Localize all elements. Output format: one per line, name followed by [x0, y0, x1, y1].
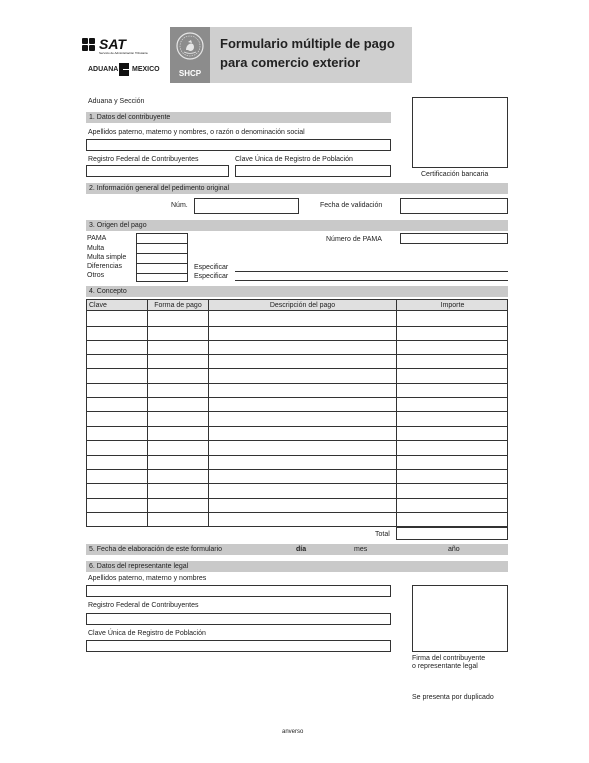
origen-option-otros: Otros [87, 272, 105, 279]
certificacion-bancaria-label: Certificación bancaria [421, 171, 489, 178]
fecha-dia-label[interactable]: día [296, 546, 307, 553]
origen-checkbox-otros[interactable] [136, 273, 188, 282]
mexico-seal-icon [175, 31, 205, 61]
column-header-forma-pago: Forma de pago [154, 302, 202, 309]
representante-curp-label: Clave Única de Registro de Población [88, 630, 206, 637]
form-title-line1: Formulario múltiple de pago [220, 36, 395, 51]
aduana-logo-left: ADUANA [88, 66, 119, 73]
section-3-header: 3. Origen del pago [86, 220, 508, 231]
table-row[interactable] [86, 426, 508, 427]
table-col-divider [147, 299, 148, 527]
contribuyente-nombre-field[interactable] [86, 139, 391, 151]
pedimento-num-field[interactable] [194, 198, 299, 214]
duplicado-note: Se presenta por duplicado [412, 694, 494, 701]
sat-logo [82, 37, 162, 57]
firma-label-line1: Firma del contribuyente [412, 655, 486, 662]
pedimento-num-label: Núm. [171, 202, 188, 209]
table-row[interactable] [86, 455, 508, 456]
anverso-label: anverso [282, 729, 304, 735]
total-label: Total [375, 531, 390, 538]
especificar-label-1: Especificar [194, 264, 229, 271]
origen-option-multa-simple: Multa simple [87, 254, 127, 261]
form-title-line2: para comercio exterior [220, 55, 361, 70]
contribuyente-curp-label: Clave Única de Registro de Población [235, 156, 353, 163]
firma-box[interactable] [412, 585, 508, 652]
aduana-logo-right: MEXICO [132, 66, 160, 73]
numero-pama-label: Número de PAMA [326, 236, 382, 243]
header-banner [170, 27, 412, 83]
table-row[interactable] [86, 340, 508, 341]
fecha-anio-label[interactable]: año [448, 546, 460, 553]
total-field[interactable] [396, 527, 508, 540]
representante-rfc-label: Registro Federal de Contribuyentes [88, 602, 199, 609]
representante-nombre-field[interactable] [86, 585, 391, 597]
aduana-seccion-label: Aduana y Sección [88, 98, 145, 105]
sat-logo-mark [82, 38, 96, 52]
table-row[interactable] [86, 411, 508, 412]
table-row[interactable] [86, 483, 508, 484]
column-header-descripcion: Descripción del pago [269, 302, 336, 309]
table-col-divider [396, 299, 397, 539]
origen-option-multa: Multa [87, 245, 105, 252]
table-row[interactable] [86, 498, 508, 499]
fecha-validacion-field[interactable] [400, 198, 508, 214]
fecha-validacion-label: Fecha de validación [320, 202, 383, 209]
section-6-header: 6. Datos del representante legal [86, 561, 508, 572]
section-4-header: 4. Concepto [86, 286, 508, 297]
contribuyente-nombre-label: Apellidos paterno, materno y nombres, o razón o denominación social [88, 129, 305, 136]
representante-rfc-field[interactable] [86, 613, 391, 625]
origen-option-diferencias: Diferencias [87, 263, 123, 270]
table-row[interactable] [86, 440, 508, 441]
especificar-label-2: Especificar [194, 273, 229, 280]
section-1-header: 1. Datos del contribuyente [86, 112, 391, 123]
firma-label-line2: o representante legal [412, 663, 478, 670]
representante-curp-field[interactable] [86, 640, 391, 652]
section-2-header: 2. Información general del pedimento original [86, 183, 508, 194]
column-header-importe: Importe [440, 302, 465, 309]
aduana-mexico-logo [88, 63, 168, 77]
origen-option-pama: PAMA [87, 235, 107, 242]
table-col-divider [208, 299, 209, 527]
table-row[interactable] [86, 326, 508, 327]
concepto-table [86, 299, 508, 527]
shcp-label: SHCP [178, 69, 202, 78]
table-row[interactable] [86, 383, 508, 384]
certificacion-bancaria-box[interactable] [412, 97, 508, 168]
table-row[interactable] [86, 354, 508, 355]
fecha-mes-label[interactable]: mes [354, 546, 368, 553]
numero-pama-field[interactable] [400, 233, 508, 244]
table-row[interactable] [86, 397, 508, 398]
table-row[interactable] [86, 368, 508, 369]
section-5-title: 5. Fecha de elaboración de este formulario [89, 546, 223, 553]
table-row[interactable] [86, 469, 508, 470]
table-row[interactable] [86, 512, 508, 513]
especificar-line-2[interactable] [235, 280, 508, 281]
column-header-clave: Clave [89, 302, 107, 309]
contribuyente-rfc-field[interactable] [86, 165, 229, 177]
contribuyente-curp-field[interactable] [235, 165, 391, 177]
aduana-logo-mark [119, 63, 129, 76]
shcp-block [170, 27, 210, 83]
sat-logo-text: SAT [99, 36, 126, 52]
sat-logo-subtitle: Servicio de Administración Tributaria [99, 51, 148, 55]
representante-nombre-label: Apellidos paterno, materno y nombres [88, 575, 207, 582]
contribuyente-rfc-label: Registro Federal de Contribuyentes [88, 156, 199, 163]
especificar-line-1[interactable] [235, 271, 508, 272]
